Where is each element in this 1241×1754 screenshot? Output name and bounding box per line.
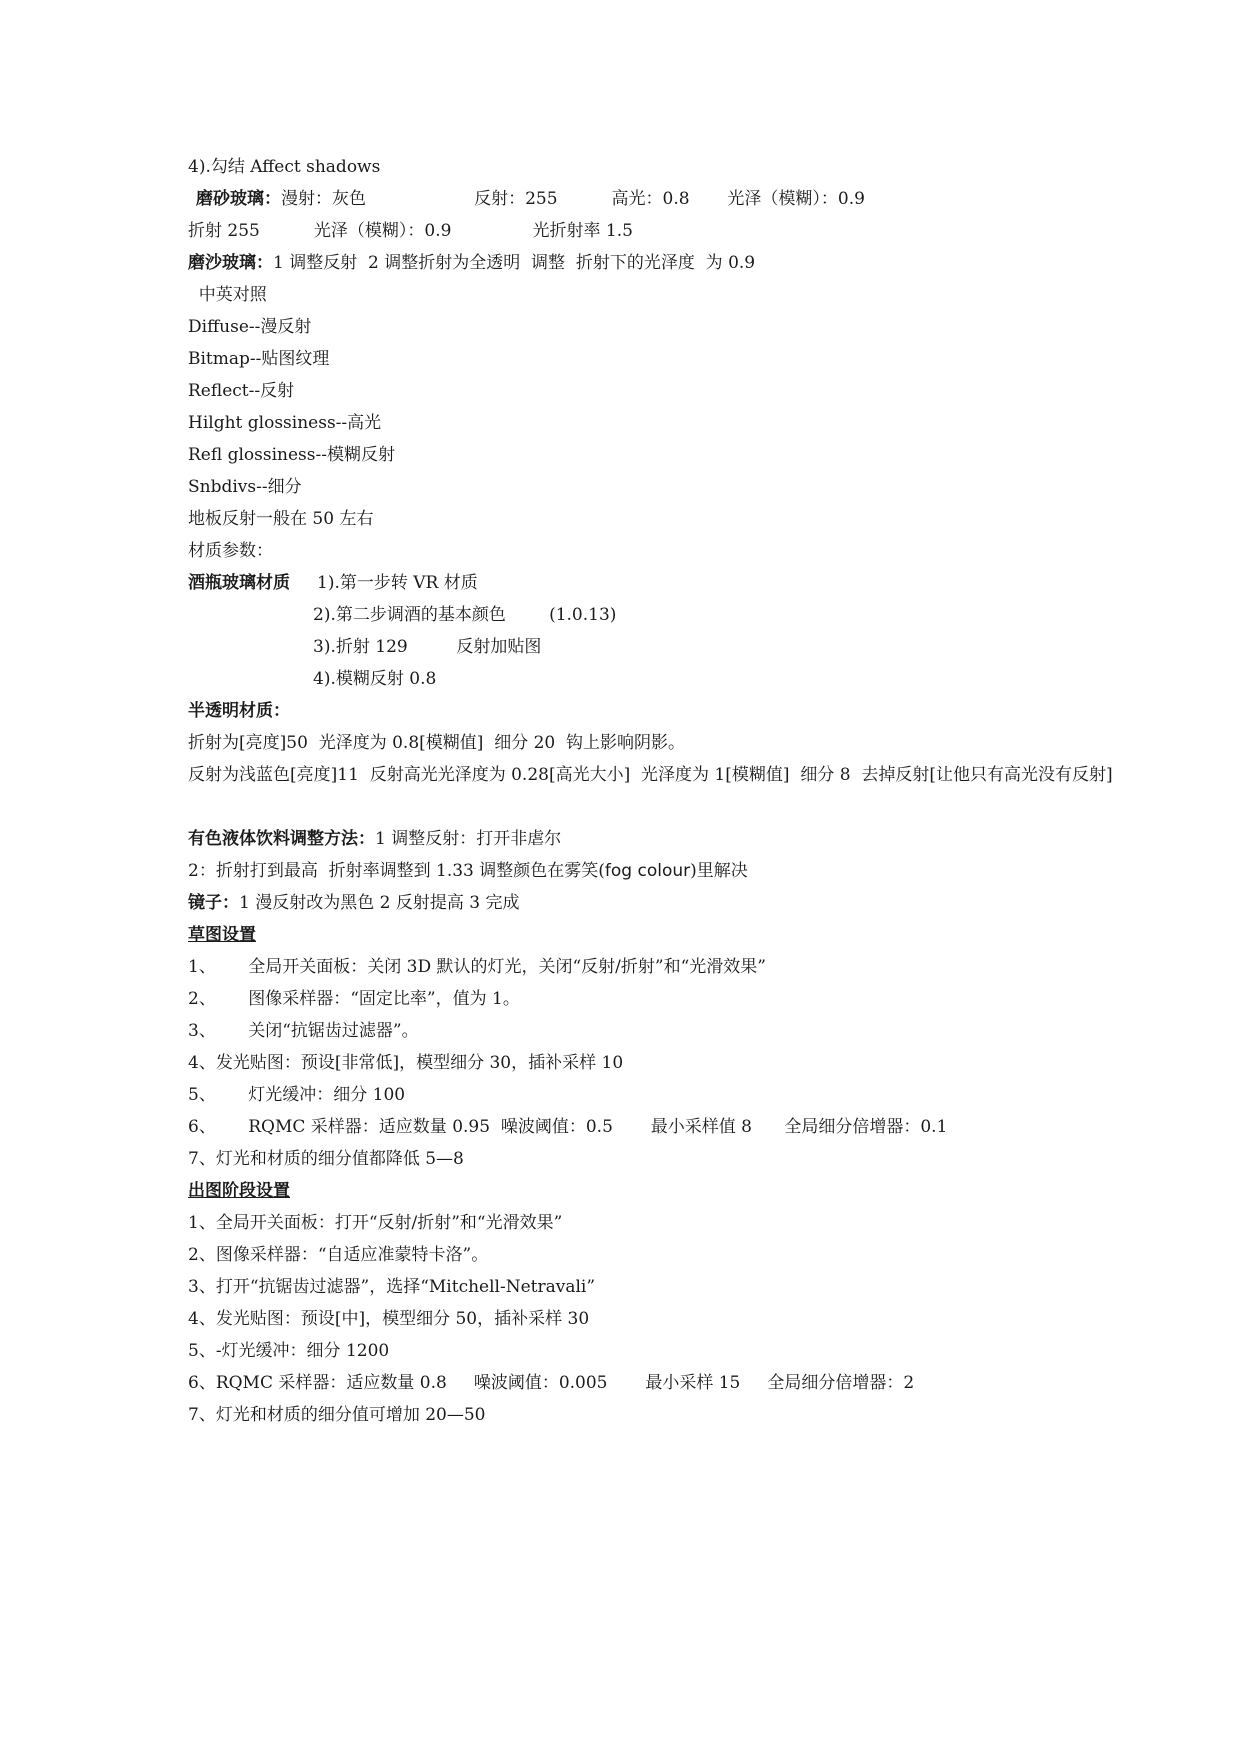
frosted-glass-params: 漫射：灰色 反射：255 高光：0.8 光泽（模糊）：0.9 (281, 189, 865, 209)
frosted-glass-line (196, 188, 865, 210)
bottle-glass-heading: 酒瓶玻璃材质 (188, 573, 290, 593)
glossary-item: Snbdivs--细分 (188, 477, 302, 497)
final-setting-item: 3、打开“抗锯齿过滤器”，选择“Mitchell-Netravali” (188, 1277, 596, 1297)
text-line: 4).勾结 Affect shadows (188, 157, 381, 177)
final-setting-item: 4、发光贴图：预设[中]，模型细分 50，插补采样 30 (188, 1309, 590, 1329)
sand-glass-heading: 磨沙玻璃： (188, 253, 273, 273)
draft-setting-item: 7、灯光和材质的细分值都降低 5—8 (188, 1149, 464, 1169)
bottle-glass-step: 4).模糊反射 0.8 (313, 669, 437, 689)
glossary-item: Reflect--反射 (188, 381, 295, 401)
draft-setting-item: 2、 图像采样器：“固定比率”，值为 1。 (188, 989, 520, 1009)
liquid-line (188, 828, 561, 850)
text-line: 反射为浅蓝色[亮度]11 反射高光光泽度为 0.28[高光大小] 光泽度为 1[模糊值] 细分 8 去掉反射[让他只有高光没有反射] (188, 765, 1113, 785)
sand-glass-line (188, 252, 755, 274)
final-setting-item: 7、灯光和材质的细分值可增加 20—50 (188, 1405, 486, 1425)
final-setting-item: 6、RQMC 采样器：适应数量 0.8 噪波阈值：0.005 最小采样 15 全局细分倍增器：2 (188, 1373, 915, 1393)
final-setting-item: 2、图像采样器：“自适应准蒙特卡洛”。 (188, 1245, 489, 1265)
draft-setting-item: 1、 全局开关面板：关闭 3D 默认的灯光，关闭“反射/折射”和“光滑效果” (188, 957, 766, 977)
final-setting-item: 1、全局开关面板：打开“反射/折射”和“光滑效果” (188, 1213, 563, 1233)
final-render-heading: 出图阶段设置 (188, 1181, 290, 1201)
translucent-heading: 半透明材质： (188, 701, 290, 721)
glossary-item: Hilght glossiness--高光 (188, 413, 382, 433)
bottle-glass-step: 2).第二步调酒的基本颜色 (1.0.13) (313, 605, 617, 625)
draft-setting-item: 3、 关闭“抗锯齿过滤器”。 (188, 1021, 419, 1041)
mirror-line (188, 892, 519, 914)
bottle-glass-step: 3).折射 129 反射加贴图 (313, 637, 542, 657)
fog-colour-term: fog colour (604, 861, 691, 881)
final-setting-item: 5、-灯光缓冲：细分 1200 (188, 1341, 390, 1361)
liquid-step: )里解决 (690, 861, 748, 881)
draft-setting-item: 5、 灯光缓冲：细分 100 (188, 1085, 406, 1105)
text-line: 折射为[亮度]50 光泽度为 0.8[模糊值] 细分 20 钩上影响阴影。 (188, 733, 686, 753)
mirror-steps: 1 漫反射改为黑色 2 反射提高 3 完成 (239, 893, 520, 913)
frosted-glass-heading: 磨砂玻璃： (196, 189, 281, 209)
draft-setting-item: 6、 RQMC 采样器：适应数量 0.95 噪波阈值：0.5 最小采样值 8 全局细分倍增器：0.1 (188, 1117, 948, 1137)
glossary-item: Bitmap--贴图纹理 (188, 349, 330, 369)
sand-glass-params: 1 调整反射 2 调整折射为全透明 调整 折射下的光泽度 为 0.9 (273, 253, 756, 273)
draft-settings-heading: 草图设置 (188, 925, 256, 945)
glossary-item: Diffuse--漫反射 (188, 317, 312, 337)
liquid-step-line (188, 860, 748, 882)
mirror-heading: 镜子： (188, 893, 239, 913)
bottle-glass-step: 1).第一步转 VR 材质 (290, 573, 478, 593)
glossary-item: Refl glossiness--模糊反射 (188, 445, 395, 465)
draft-setting-item: 4、发光贴图：预设[非常低]，模型细分 30，插补采样 10 (188, 1053, 624, 1073)
liquid-step: 1 调整反射：打开非虐尔 (375, 829, 562, 849)
glossary-heading: 中英对照 (188, 285, 267, 305)
liquid-heading: 有色液体饮料调整方法： (188, 829, 375, 849)
liquid-step: 2：折射打到最高 折射率调整到 1.33 调整颜色在雾笑( (188, 861, 605, 881)
text-line: 地板反射一般在 50 左右 (188, 509, 374, 529)
bottle-glass-line (188, 572, 478, 594)
text-line: 材质参数： (188, 541, 273, 561)
text-line: 折射 255 光泽（模糊）：0.9 光折射率 1.5 (188, 221, 633, 241)
